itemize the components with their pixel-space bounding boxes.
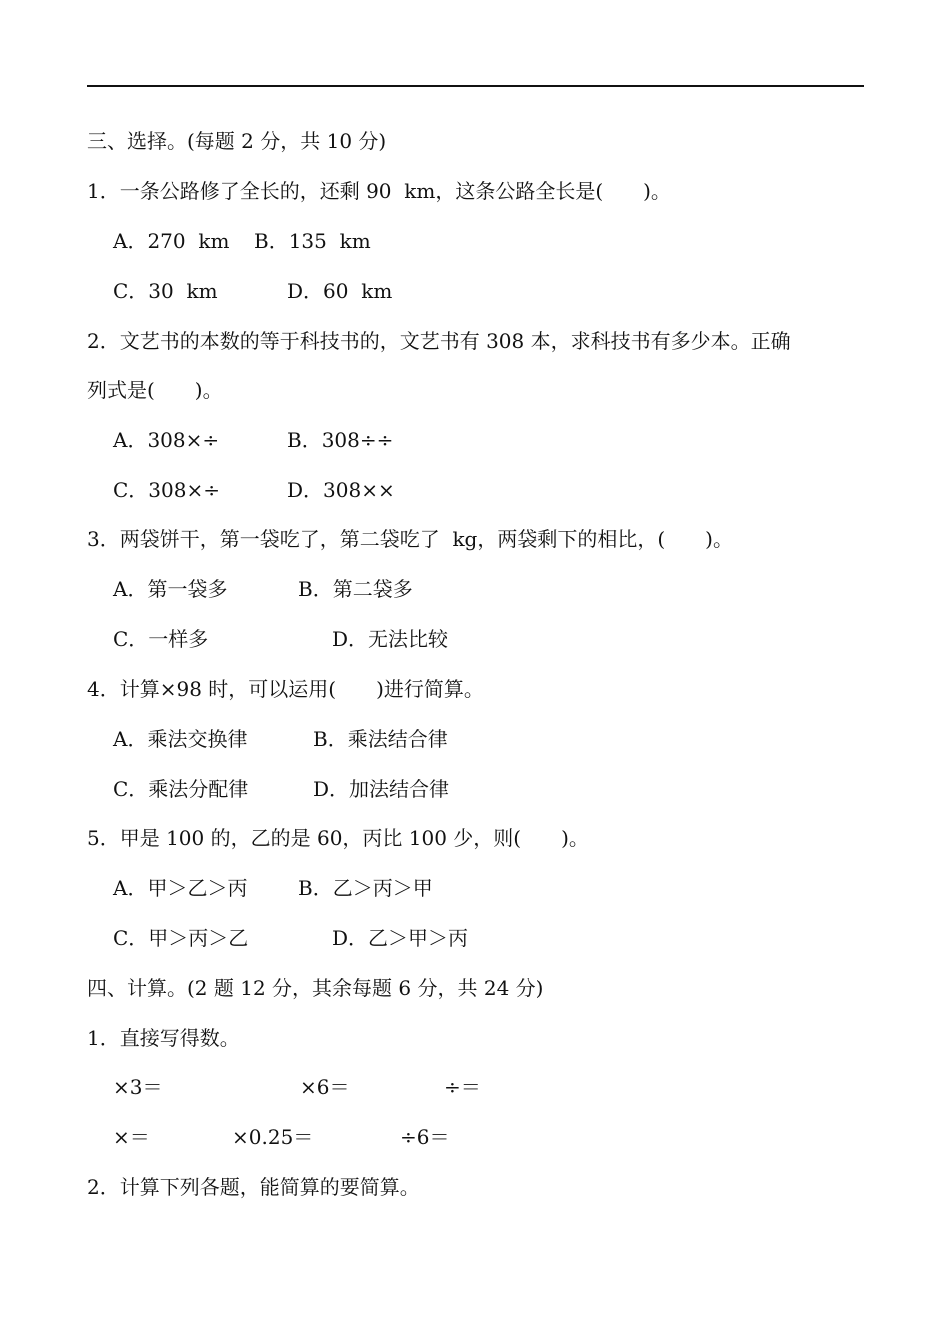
question-1-option-b: B．135 km	[254, 229, 371, 253]
mental-math-item: ×3＝	[113, 1075, 163, 1099]
question-4-text: 4．计算×98 时，可以运用( )进行简算。	[87, 677, 484, 701]
question-5-option-d: D．乙＞甲＞丙	[332, 926, 469, 950]
question-4-option-a: A．乘法交换律	[113, 727, 248, 751]
section-4-question-1-text: 1．直接写得数。	[87, 1026, 240, 1050]
mental-math-item: ×＝	[113, 1125, 150, 1149]
mental-math-item: ×6＝	[300, 1075, 350, 1099]
question-5-option-a: A．甲＞乙＞丙	[113, 876, 248, 900]
question-2-option-c: C．308×÷	[113, 478, 220, 502]
question-1-option-c: C．30 km	[113, 279, 218, 303]
question-2-option-d: D．308××	[287, 478, 395, 502]
question-3-option-c: C．一样多	[113, 627, 209, 651]
question-5-option-c: C．甲＞丙＞乙	[113, 926, 249, 950]
top-divider-line	[87, 85, 864, 87]
question-2-text-line-2: 列式是( )。	[87, 378, 223, 402]
question-4-option-d: D．加法结合律	[313, 777, 450, 801]
section-4-question-2-text: 2．计算下列各题，能简算的要简算。	[87, 1175, 420, 1199]
question-2-text-line-1: 2．文艺书的本数的等于科技书的，文艺书有 308 本，求科技书有多少本。正确	[87, 329, 791, 353]
question-3-text: 3．两袋饼干，第一袋吃了，第二袋吃了 kg，两袋剩下的相比，( )。	[87, 527, 733, 551]
question-2-option-a: A．308×÷	[113, 428, 220, 452]
question-3-option-d: D．无法比较	[332, 627, 449, 651]
question-4-option-b: B．乘法结合律	[313, 727, 448, 751]
question-5-option-b: B．乙＞丙＞甲	[298, 876, 433, 900]
section-4-heading: 四、计算。(2 题 12 分，其余每题 6 分，共 24 分)	[87, 976, 544, 1000]
section-3-heading: 三、选择。(每题 2 分，共 10 分)	[87, 129, 387, 153]
mental-math-item: ÷6＝	[400, 1125, 450, 1149]
question-4-option-c: C．乘法分配律	[113, 777, 249, 801]
question-3-option-a: A．第一袋多	[113, 577, 228, 601]
question-5-text: 5．甲是 100 的，乙的是 60，丙比 100 少，则( )。	[87, 826, 589, 850]
question-1-text: 1．一条公路修了全长的，还剩 90 km，这条公路全长是( )。	[87, 179, 671, 203]
mental-math-item: ÷＝	[444, 1075, 481, 1099]
question-1-option-a: A．270 km	[113, 229, 230, 253]
question-2-option-b: B．308÷÷	[287, 428, 394, 452]
mental-math-item: ×0.25＝	[232, 1125, 314, 1149]
question-1-option-d: D．60 km	[287, 279, 393, 303]
question-3-option-b: B．第二袋多	[298, 577, 413, 601]
